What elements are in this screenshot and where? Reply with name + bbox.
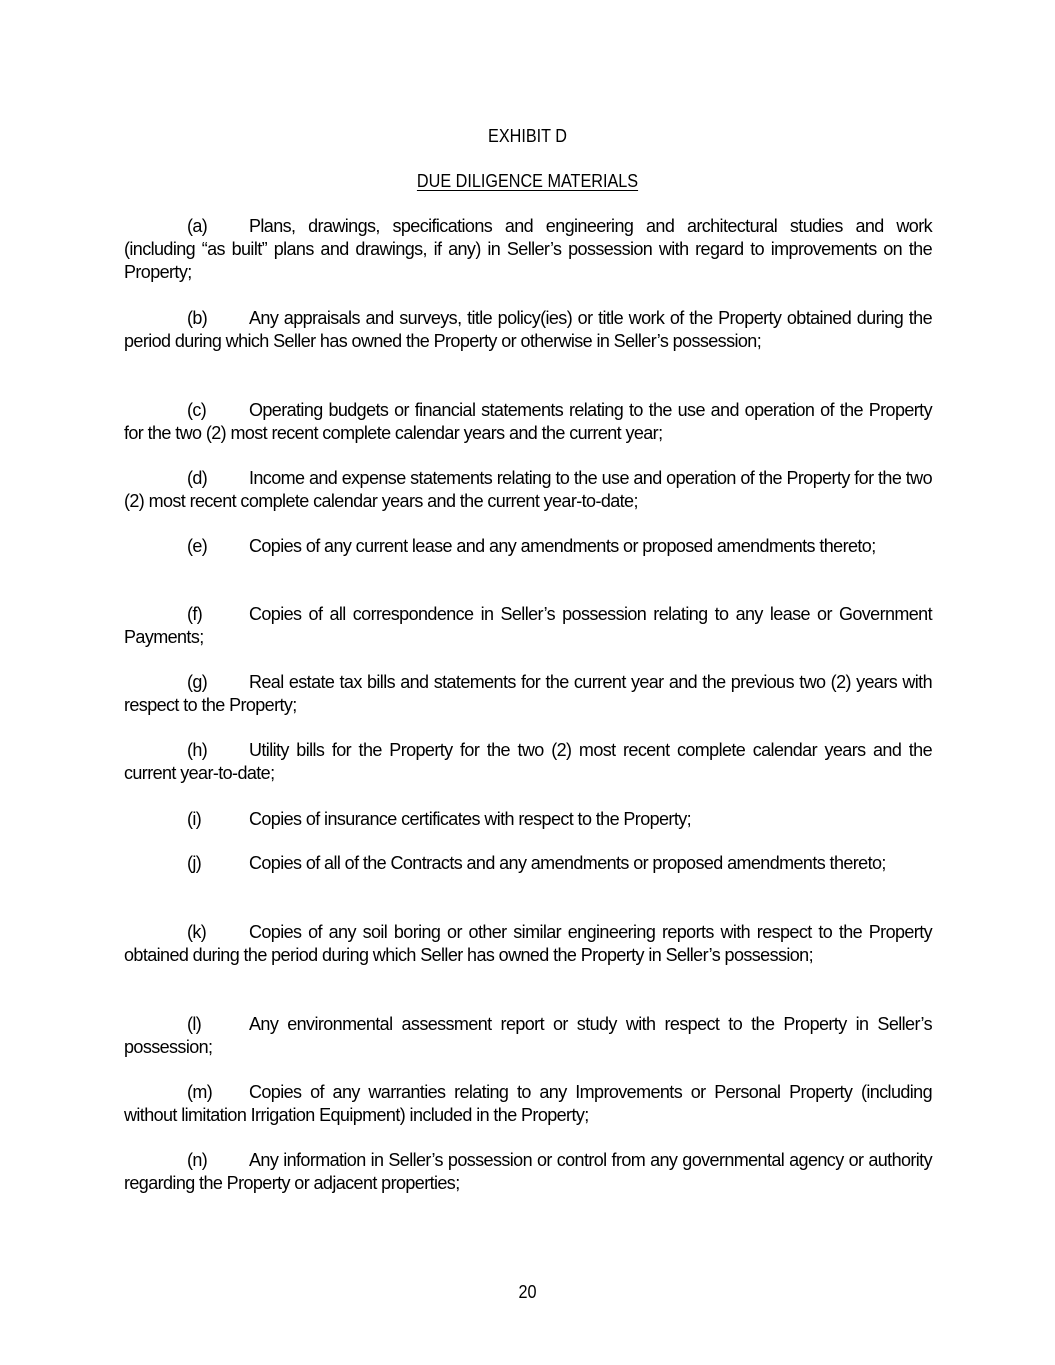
exhibit-title: EXHIBIT D bbox=[488, 126, 567, 146]
item-label: (l) bbox=[187, 1014, 202, 1034]
list-item bbox=[124, 739, 932, 785]
item-text: Copies of all correspondence in Seller’s possession relating to any lease or Government Payments; bbox=[124, 604, 932, 647]
item-label: (h) bbox=[187, 740, 208, 760]
list-item bbox=[124, 307, 932, 353]
item-label: (k) bbox=[187, 922, 207, 942]
item-text: Plans, drawings, specifications and engineering and architectural studies and work (including “as built” plans and drawings, if any) in Seller’s possession with regard to improvements on the Property; bbox=[124, 216, 932, 282]
item-label: (j) bbox=[187, 853, 202, 873]
item-text: Any information in Seller’s possession or control from any governmental agency or authority regarding the Property or adjacent properties; bbox=[124, 1150, 932, 1193]
item-label: (e) bbox=[187, 536, 208, 556]
page-number: 20 bbox=[518, 1282, 537, 1302]
item-text: Copies of insurance certificates with respect to the Property; bbox=[249, 809, 692, 829]
list-item bbox=[124, 535, 932, 558]
list-item bbox=[124, 1013, 932, 1059]
list-item bbox=[124, 1149, 932, 1195]
list-item bbox=[124, 603, 932, 649]
item-text: Utility bills for the Property for the two (2) most recent complete calendar years and the current year-to-date; bbox=[124, 740, 932, 783]
list-item bbox=[124, 852, 932, 875]
list-item bbox=[124, 467, 932, 513]
list-item bbox=[124, 921, 932, 967]
list-item bbox=[124, 215, 932, 284]
section-heading: DUE DILIGENCE MATERIALS bbox=[416, 171, 639, 191]
list-item bbox=[124, 671, 932, 717]
item-label: (n) bbox=[187, 1150, 208, 1170]
list-item bbox=[124, 1081, 932, 1127]
list-item bbox=[124, 399, 932, 445]
item-label: (f) bbox=[187, 604, 203, 624]
item-label: (a) bbox=[187, 216, 208, 236]
item-text: Any appraisals and surveys, title policy(ies) or title work of the Property obtained during the period during which Seller has owned the Property or otherwise in Seller’s possession; bbox=[124, 308, 932, 351]
item-text: Copies of any warranties relating to any Improvements or Personal Property (including without limitation Irrigation Equipment) included in the Property; bbox=[124, 1082, 932, 1125]
item-text: Real estate tax bills and statements for the current year and the previous two (2) years with respect to the Property; bbox=[124, 672, 932, 715]
item-label: (m) bbox=[187, 1082, 213, 1102]
item-text: Income and expense statements relating to the use and operation of the Property for the two (2) most recent complete calendar years and the current year-to-date; bbox=[124, 468, 932, 511]
item-text: Copies of all of the Contracts and any amendments or proposed amendments thereto; bbox=[249, 853, 886, 873]
item-label: (b) bbox=[187, 308, 208, 328]
item-text: Copies of any soil boring or other similar engineering reports with respect to the Property obtained during the period during which Seller has owned the Property in Seller’s possession; bbox=[124, 922, 932, 965]
list-item bbox=[124, 808, 932, 831]
item-text: Operating budgets or financial statements relating to the use and operation of the Property for the two (2) most recent complete calendar years and the current year; bbox=[124, 400, 932, 443]
item-text: Copies of any current lease and any amendments or proposed amendments thereto; bbox=[249, 536, 876, 556]
item-label: (d) bbox=[187, 468, 208, 488]
item-label: (g) bbox=[187, 672, 208, 692]
item-label: (c) bbox=[187, 400, 207, 420]
item-label: (i) bbox=[187, 809, 202, 829]
item-text: Any environmental assessment report or study with respect to the Property in Seller’s possession; bbox=[124, 1014, 932, 1057]
